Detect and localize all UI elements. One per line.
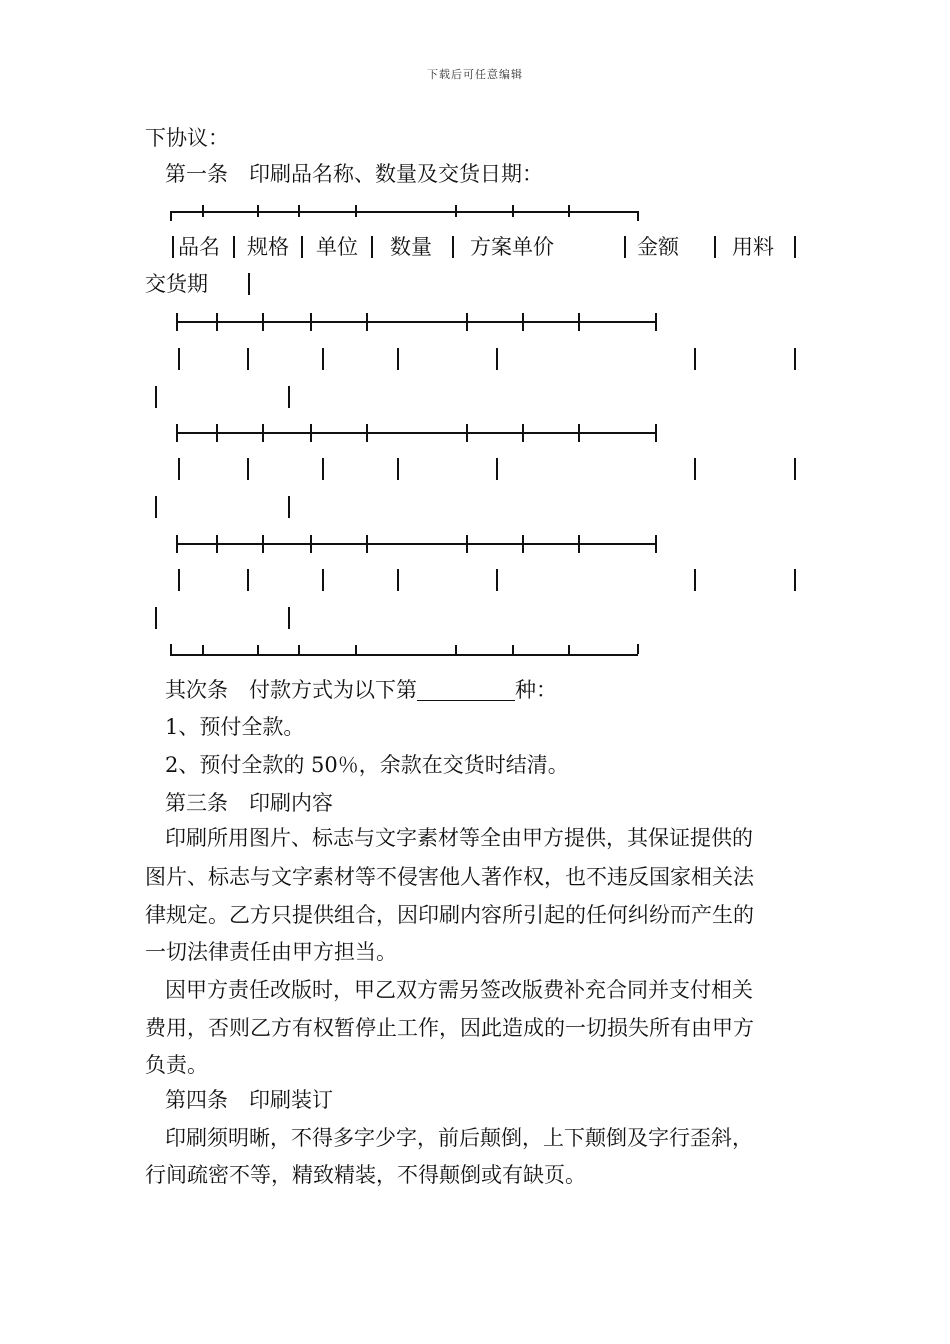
- col-header-spec: 规格: [247, 235, 289, 259]
- article3-para1-line3: 律规定。乙方只提供组合，因印刷内容所引起的任何纠纷而产生的: [145, 903, 754, 927]
- col-header-unit: 单位: [316, 235, 358, 259]
- article3-para2-line2: 费用，否则乙方有权暂停止工作，因此造成的一切损失所有由甲方: [145, 1016, 754, 1040]
- article3-para1-line1: 印刷所用图片、标志与文字素材等全由甲方提供，其保证提供的: [165, 826, 753, 850]
- article3-para2-line3: 负责。: [145, 1053, 208, 1077]
- article3-para1-line2: 图片、标志与文字素材等不侵害他人著作权，也不违反国家相关法: [145, 865, 754, 889]
- payment-option-2: 2、预付全款的 50％，余款在交货时结清。: [165, 753, 569, 777]
- header-note: 下载后可任意编辑: [427, 68, 523, 81]
- col-header-qty: 数量: [390, 235, 432, 259]
- article1-heading: 第一条 印刷品名称、数量及交货日期：: [165, 162, 543, 186]
- intro-text: 下协议：: [145, 126, 229, 150]
- article2-heading: [165, 674, 557, 706]
- payment-option-1: 1、预付全款。: [165, 715, 305, 739]
- article2-heading-before: 其次条 付款方式为以下第: [165, 678, 417, 702]
- payment-option-blank: [417, 678, 515, 701]
- article2-heading-after: 种：: [515, 678, 557, 702]
- article4-heading: 第四条 印刷装订: [165, 1088, 333, 1112]
- col-header-amount: 金额: [637, 235, 679, 259]
- article4-para1-line1: 印刷须明晰，不得多字少字，前后颠倒，上下颠倒及字行歪斜，: [165, 1126, 753, 1150]
- col-header-material: 用料: [732, 235, 774, 259]
- col-header-delivery: 交货期: [145, 272, 208, 296]
- col-header-price: 方案单价: [470, 235, 554, 259]
- article3-heading: 第三条 印刷内容: [165, 791, 333, 815]
- article3-para2-line1: 因甲方责任改版时，甲乙双方需另签改版费补充合同并支付相关: [165, 978, 753, 1002]
- article4-para1-line2: 行间疏密不等，精致精装，不得颠倒或有缺页。: [145, 1163, 586, 1187]
- col-header-name: 品名: [178, 235, 220, 259]
- article3-para1-line4: 一切法律责任由甲方担当。: [145, 940, 397, 964]
